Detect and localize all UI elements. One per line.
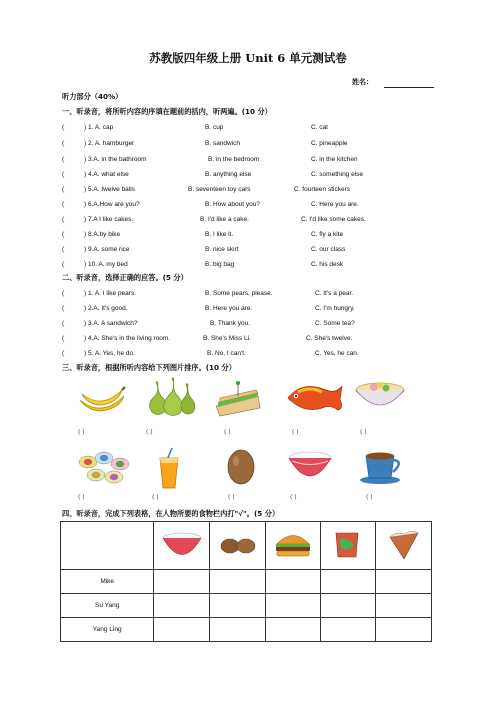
column-header-ice-cream xyxy=(376,522,432,570)
answer-cell[interactable] xyxy=(321,570,376,594)
option-b: B. seventeen toy cars xyxy=(188,186,251,193)
answer-cell[interactable] xyxy=(266,594,321,618)
paren[interactable]: ( xyxy=(62,335,65,342)
option-c: C. I'd like some cakes. xyxy=(301,216,366,223)
option-b: B. sandwich xyxy=(205,140,241,147)
rice-bowl-image xyxy=(160,529,204,561)
food-table xyxy=(60,521,432,642)
sandwich-image xyxy=(212,380,264,422)
ice-cream-image xyxy=(382,529,426,561)
answer-cell[interactable] xyxy=(266,570,321,594)
option-c: C. pineapple xyxy=(311,140,348,147)
tea-cup-image xyxy=(358,446,408,486)
table-corner-cell xyxy=(61,522,154,570)
option-c: C. It's a pear. xyxy=(315,290,354,297)
option-c: C. Yes, he can. xyxy=(315,350,359,357)
paren[interactable]: ( xyxy=(62,350,65,357)
column-header-tea xyxy=(321,522,376,570)
option-a: ) 5. A. Yes, he do. xyxy=(84,350,135,357)
option-a: ) 2.A. It's good. xyxy=(84,305,128,312)
fish-image xyxy=(282,376,346,418)
order-blank[interactable]: ( ) xyxy=(290,494,297,501)
option-b: B. She's Miss Li. xyxy=(203,335,251,342)
option-b: B. big bag xyxy=(205,261,235,268)
option-b: B. Thank you. xyxy=(210,320,250,327)
option-a: ) 1. A. cap xyxy=(84,124,114,131)
option-a: ) 6.A.How are you? xyxy=(84,201,140,208)
answer-cell[interactable] xyxy=(266,618,321,642)
answer-cell[interactable] xyxy=(210,618,266,642)
option-a: ) 2. A. hamburger xyxy=(84,140,135,147)
order-blank[interactable]: ( ) xyxy=(292,429,299,436)
sweets-image xyxy=(74,448,136,486)
paren[interactable]: ( xyxy=(62,140,65,147)
option-a: ) 3.A. A sandwich? xyxy=(84,320,138,327)
option-c: C. Here you are. xyxy=(311,201,359,208)
option-a: ) 8.A.by bike xyxy=(84,231,121,238)
paren[interactable]: ( xyxy=(62,231,65,238)
order-blank[interactable]: ( ) xyxy=(360,429,367,436)
option-b: B. cup xyxy=(205,124,224,131)
option-b: B. in the bedroom xyxy=(208,156,260,163)
option-a: ) 10. A. my bed xyxy=(84,261,128,268)
paren[interactable]: ( xyxy=(62,171,65,178)
answer-cell[interactable] xyxy=(376,570,432,594)
paren[interactable]: ( xyxy=(62,290,65,297)
egg-image xyxy=(224,444,258,488)
answer-cell[interactable] xyxy=(210,570,266,594)
paren[interactable]: ( xyxy=(62,320,65,327)
juice-image xyxy=(154,446,184,490)
paren[interactable]: ( xyxy=(62,216,65,223)
option-a: ) 4.A. what else xyxy=(84,171,129,178)
option-b: B. I like it. xyxy=(205,231,234,238)
section3-heading: 三、听录音，根据所听内容给下列图片排序。(10 分） xyxy=(62,363,236,372)
answer-cell[interactable] xyxy=(210,594,266,618)
table-row xyxy=(61,594,432,618)
table-header-row xyxy=(61,522,432,570)
answer-cell[interactable] xyxy=(376,618,432,642)
option-c: C. fourteen stickers xyxy=(294,186,350,193)
answer-cell[interactable] xyxy=(376,594,432,618)
name-label: 姓名： xyxy=(352,78,373,86)
column-header-eggs xyxy=(210,522,266,570)
paren[interactable]: ( xyxy=(62,186,65,193)
column-header-rice xyxy=(154,522,210,570)
option-a: ) 7.A I like cakes. xyxy=(84,216,134,223)
option-c: C. She's twelve. xyxy=(306,335,353,342)
paren[interactable]: ( xyxy=(62,156,65,163)
noodles-image xyxy=(352,376,408,418)
option-a: ) 1. A. I like pears. xyxy=(84,290,137,297)
tea-image xyxy=(326,529,370,561)
option-b: B. I'd like a cake. xyxy=(200,216,249,223)
option-a: ) 9.A. some rice xyxy=(84,246,130,253)
option-b: B. anything else xyxy=(205,171,252,178)
option-b: B. Some pears, please. xyxy=(205,290,273,297)
column-header-hamburger xyxy=(266,522,321,570)
order-blank[interactable]: ( ) xyxy=(78,429,85,436)
option-b: B. Here you are. xyxy=(205,305,253,312)
option-c: C. our class xyxy=(311,246,346,253)
order-blank[interactable]: ( ) xyxy=(146,429,153,436)
paren[interactable]: ( xyxy=(62,261,65,268)
order-blank[interactable]: ( ) xyxy=(366,494,373,501)
option-a: ) 4.A. She's in the living room. xyxy=(84,335,171,342)
order-blank[interactable]: ( ) xyxy=(228,494,235,501)
option-c: C. in the kitchen xyxy=(311,156,358,163)
option-c: C. fly a kite xyxy=(311,231,344,238)
answer-cell[interactable] xyxy=(154,570,210,594)
rice-bowl-image xyxy=(286,448,334,484)
answer-cell[interactable] xyxy=(321,618,376,642)
order-blank[interactable]: ( ) xyxy=(224,429,231,436)
eggs-image xyxy=(216,529,260,561)
row-name: Su Yang xyxy=(61,594,154,618)
row-name: Mike xyxy=(61,570,154,594)
hamburger-image xyxy=(271,529,315,561)
section4-heading: 四、听录音，完成下列表格，在人物所要的食物栏内打"√"。(5 分） xyxy=(62,509,280,518)
pears-image xyxy=(142,374,200,418)
paren[interactable]: ( xyxy=(62,201,65,208)
option-b: B. No, I can't. xyxy=(207,350,246,357)
name-field-line[interactable] xyxy=(384,87,434,88)
option-c: C. I'm hungry. xyxy=(315,305,355,312)
option-a: ) 5.A. twelve balls xyxy=(84,186,135,193)
table-row xyxy=(61,570,432,594)
row-name: Yang Ling xyxy=(61,618,154,642)
option-a: ) 3.A. in the bathroom xyxy=(84,156,147,163)
option-c: C. cat xyxy=(311,124,328,131)
table-row xyxy=(61,618,432,642)
option-c: C. his desk xyxy=(311,261,344,268)
order-blank[interactable]: ( ) xyxy=(152,494,159,501)
section1-heading: 一、听录音，将所听内容的序填在题前的括内，听两遍。(10 分） xyxy=(62,107,272,116)
paren[interactable]: ( xyxy=(62,246,65,253)
option-b: B. How about you? xyxy=(205,201,260,208)
bananas-image xyxy=(76,378,128,418)
answer-cell[interactable] xyxy=(321,594,376,618)
answer-cell[interactable] xyxy=(154,618,210,642)
option-c: C. Some tea? xyxy=(315,320,355,327)
option-c: C. something else xyxy=(311,171,364,178)
paren[interactable]: ( xyxy=(62,305,65,312)
listening-part-heading: 听力部分（40%） xyxy=(62,92,123,101)
section2-heading: 二、听录音，选择正确的应答。(5 分） xyxy=(62,273,188,282)
option-b: B. nice skirt xyxy=(205,246,239,253)
page-title: 苏教版四年级上册 Unit 6 单元测试卷 xyxy=(149,51,347,65)
answer-cell[interactable] xyxy=(154,594,210,618)
order-blank[interactable]: ( ) xyxy=(78,494,85,501)
paren[interactable]: ( xyxy=(62,124,65,131)
